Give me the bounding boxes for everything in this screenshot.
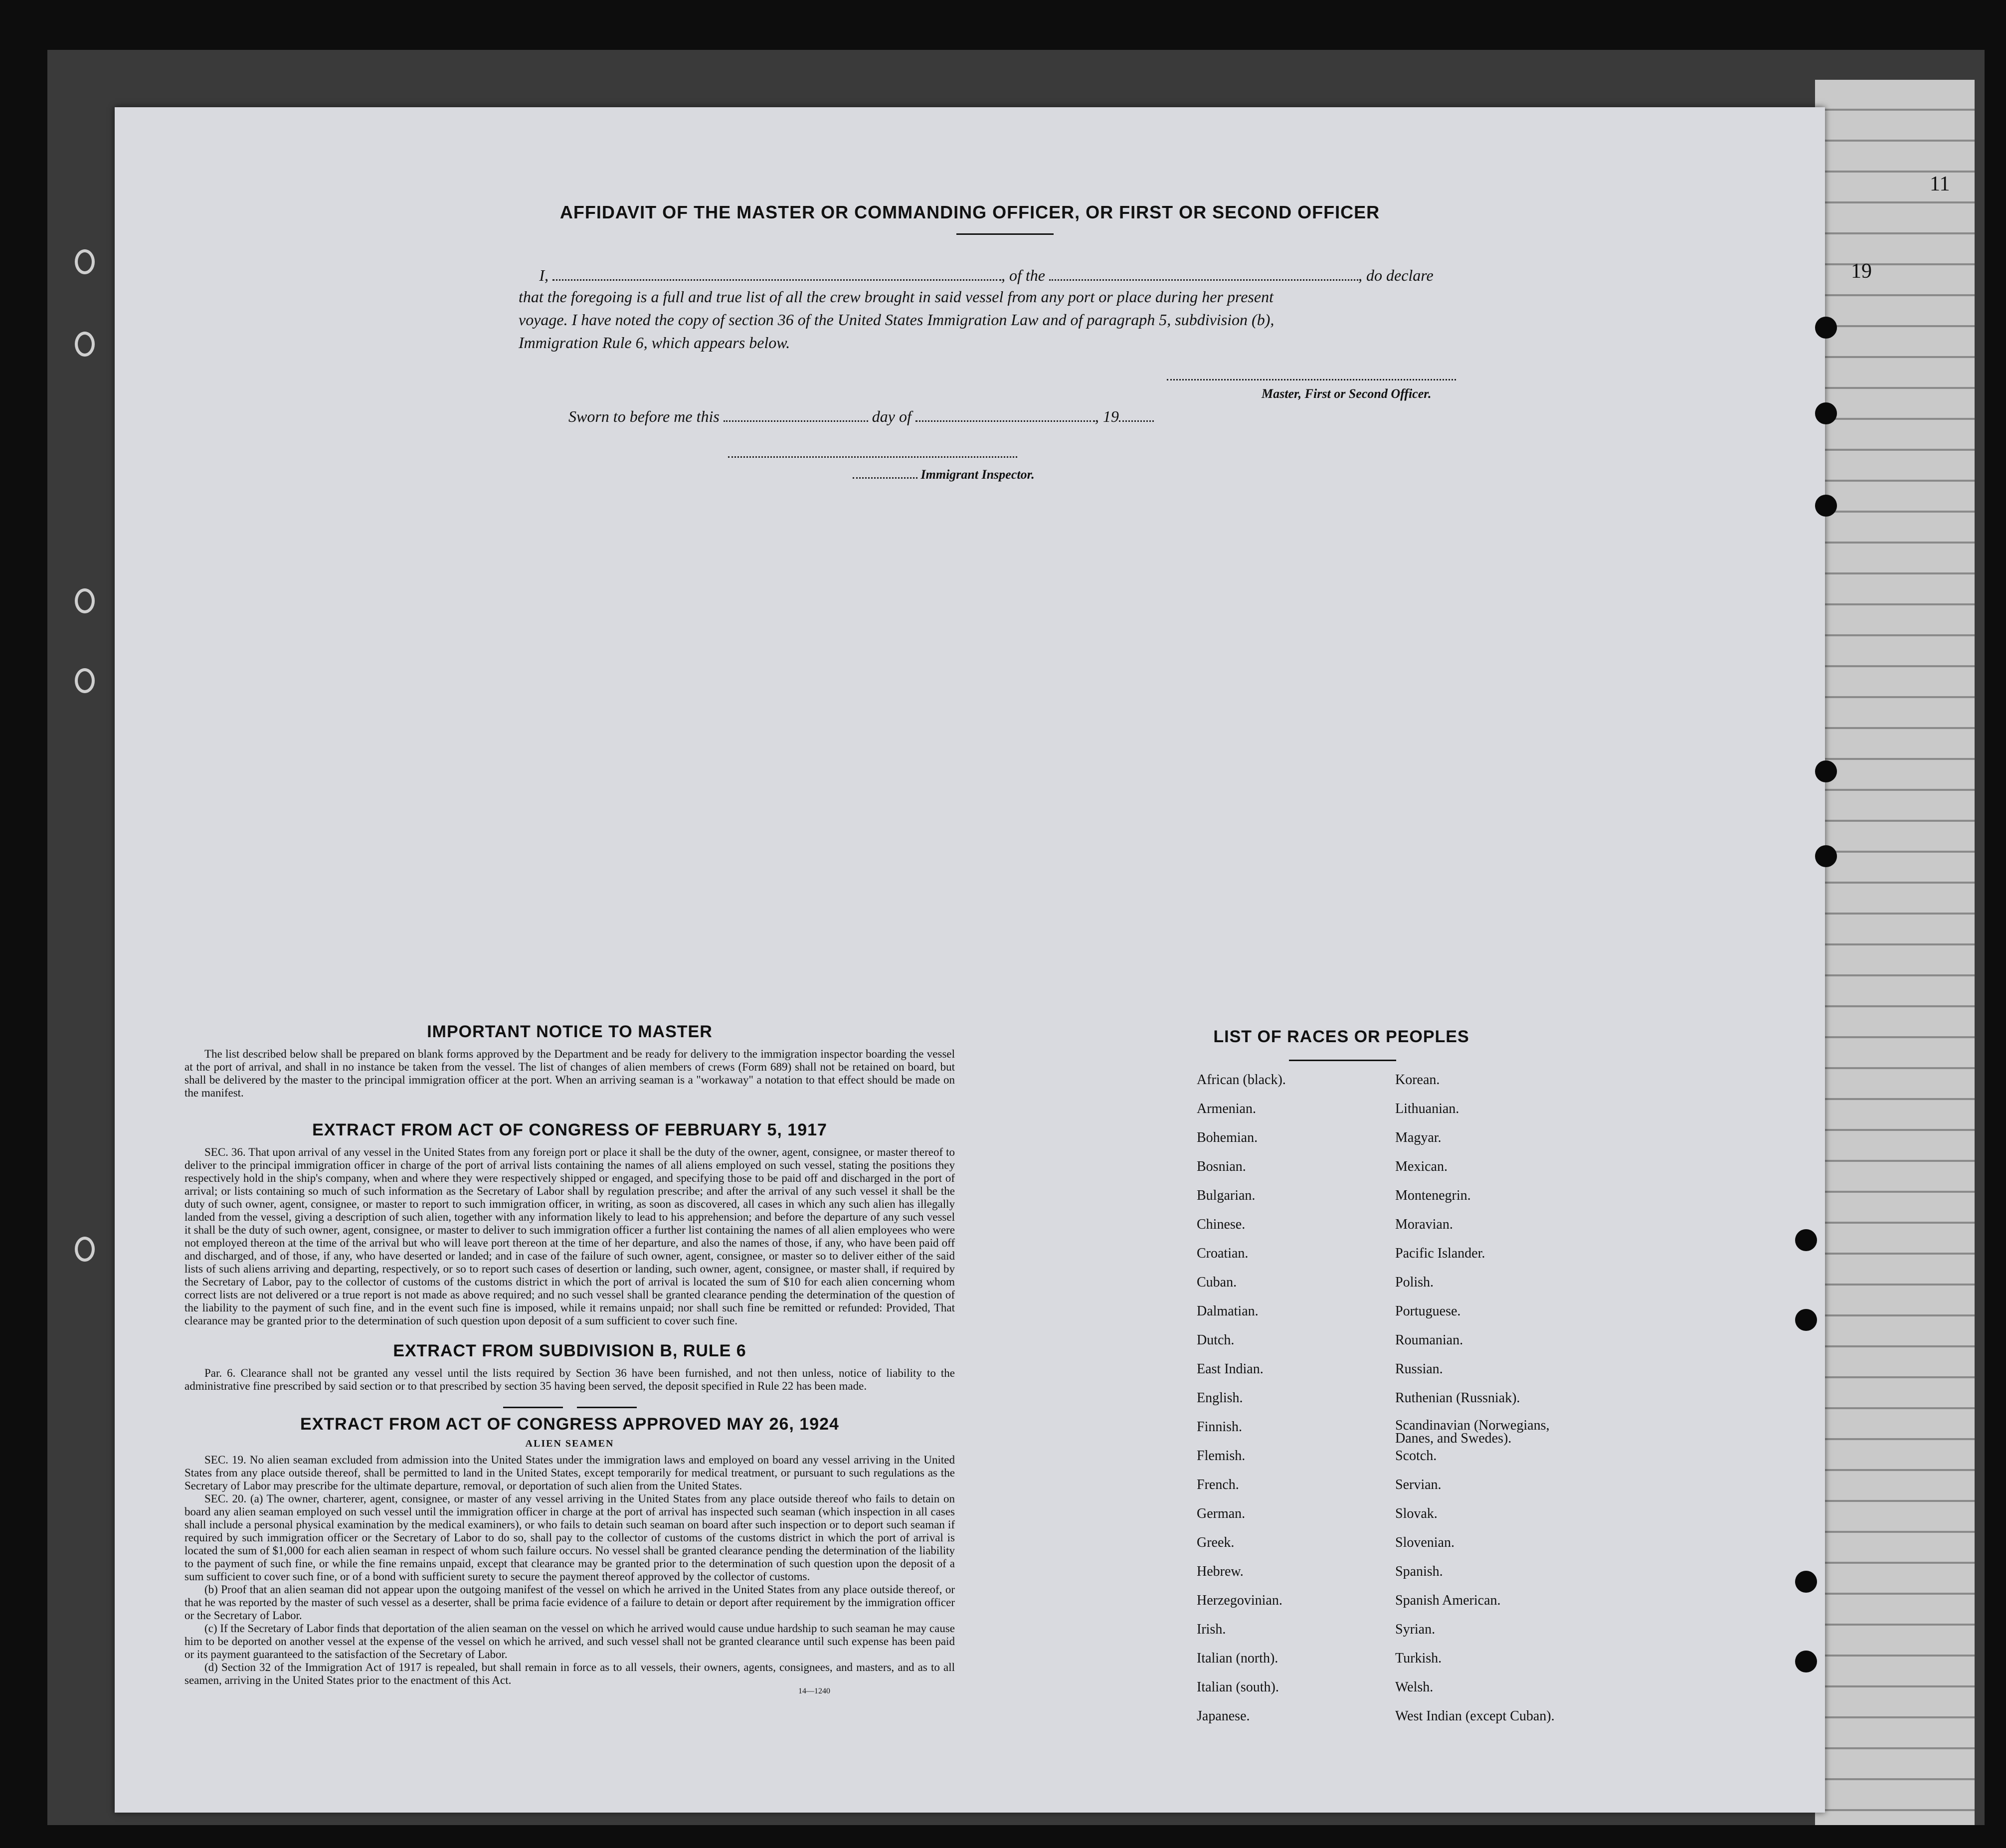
race-item: Magyar. [1395,1130,1442,1145]
races-left-column [1197,1072,1286,1737]
race-item: Scandinavian (Norwegians, Danes, and Swedes). [1395,1418,1550,1446]
binder-ring [75,249,95,274]
sworn-line [568,405,1154,426]
inspector-dots [853,468,917,479]
race-item: Slovak. [1395,1506,1438,1521]
notice-text: The list described below shall be prepared on blank forms approved by the Department and be ready for delivery to the immigration inspector boarding the vessel at the port of arrival, and shall in no instance be taken from the vessel. The list of changes of alien members of crews (Form 689) shall not be retained on board, but shall be delivered by the master to the principal immigration officer at the port. When an arriving seaman is a "workaway" a notation to that effect should be made on the manifest. [184,1048,955,1099]
extract-rule6-text: Par. 6. Clearance shall not be granted any vessel until the lists required by Section 36 have been furnished, and not then unless, notice of liability to the administrative fine prescribed by said section or to that prescribed by section 35 having been served, the deposit specified in Rule 22 has been made. [184,1367,955,1392]
race-item: Bosnian. [1197,1159,1246,1174]
race-item: Polish. [1395,1275,1434,1290]
race-item: Syrian. [1395,1622,1436,1637]
form-number: 14—1240 [798,1687,830,1695]
affidavit-line2: that the foregoing is a full and true list of all the crew brought in said vessel from any port or place during her present [519,288,1274,306]
race-item: Finnish. [1197,1419,1243,1435]
notices-column [184,1022,955,1696]
race-item: Portuguese. [1395,1303,1461,1319]
affidavit-line1-start: I, [539,266,548,284]
race-item: German. [1197,1506,1246,1521]
sworn-month-blank[interactable] [915,405,1095,422]
binder-ring [75,668,95,693]
race-item: Lithuanian. [1395,1101,1459,1116]
race-item: Dalmatian. [1197,1303,1259,1319]
race-item: English. [1197,1390,1243,1406]
extract-1924-sec20b: (b) Proof that an alien seaman did not appear upon the outgoing manifest of the vessel on which he arrived in the United States from any place outside thereof, or that he was reported by the master of such vessel as a deserter, shall be prima facie evidence of a failure to detain or deport after requirement by the immigration officer or the Secretary of Labor. [184,1583,955,1622]
race-item: Chinese. [1197,1217,1246,1232]
affidavit-line4: Immigration Rule 6, which appears below. [519,334,790,352]
affidavit-title: AFFIDAVIT OF THE MASTER OR COMMANDING OFFICER, OR FIRST OR SECOND OFFICER [559,202,1380,222]
races-underline [1289,1060,1396,1061]
document-page [115,107,1825,1813]
race-item: Herzegovinian. [1197,1593,1282,1608]
extract-rule6-title: EXTRACT FROM SUBDIVISION B, RULE 6 [393,1341,746,1360]
punch-hole [1815,495,1837,517]
binder-ring [75,588,95,613]
race-item: Slovenian. [1395,1535,1455,1550]
race-item: Dutch. [1197,1332,1235,1348]
race-item: Mexican. [1395,1159,1448,1174]
binder-ring [75,1237,95,1262]
punch-hole [1815,760,1837,782]
race-item: Pacific Islander. [1395,1246,1485,1261]
section-divider [184,1402,955,1411]
race-item: Irish. [1197,1622,1226,1637]
sworn-end: , 19 [1094,407,1119,425]
adjacent-ledger-page [1815,80,1975,1825]
punch-hole [1795,1309,1817,1331]
race-item: Roumanian. [1395,1332,1463,1348]
race-item: Spanish. [1395,1564,1443,1579]
extract-1917-title: EXTRACT FROM ACT OF CONGRESS OF FEBRUARY 5, 1917 [312,1120,827,1139]
affidavit-line1-mid: , of the [1001,266,1045,284]
sworn-day-blank[interactable] [724,405,868,422]
sworn-year-blank[interactable] [1119,405,1154,422]
race-item: West Indian (except Cuban). [1395,1708,1555,1724]
sworn-start: Sworn to before me this [568,407,720,425]
inspector-signature-line[interactable] [728,456,1017,458]
notice-title: IMPORTANT NOTICE TO MASTER [427,1022,713,1041]
races-title: LIST OF RACES OR PEOPLES [1213,1027,1469,1046]
extract-1924-sec20a: SEC. 20. (a) The owner, charterer, agent, consignee, or master of any vessel arriving in the United States from any place outside thereof who fails to detain on board any alien seaman employed on such vessel until the immigration officer in charge at the port of arrival has inspected such seaman (which inspection in all cases shall include a personal physical examination by the medical examiners), or who fails to detain such seaman on board after such inspection or to deport such seaman if required by such immigration officer or the Secretary of Labor to do so, shall pay to the collector of customs of the customs district in which the port of arrival is located the sum of $1,000 for each alien seaman in respect of whom such failure occurs. No vessel shall be granted clearance pending the determination of the liability to the payment of such fine, or while the fine remains unpaid, except that clearance may be granted prior to the determination of such question upon the deposit of a sum sufficient to cover such fine, or of a bond with sufficient surety to secure the payment thereof approved by the collector of customs. [184,1492,955,1583]
sworn-mid: day of [872,407,912,425]
race-item: Armenian. [1197,1101,1256,1116]
punch-hole [1795,1651,1817,1672]
alien-seamen-subtitle: ALIEN SEAMEN [525,1438,614,1449]
master-signature-line[interactable] [1167,379,1456,380]
race-item: Welsh. [1395,1679,1434,1695]
vessel-blank[interactable] [1049,264,1358,281]
races-right-column [1395,1072,1560,1737]
race-item: Scotch. [1395,1448,1437,1464]
race-item: Moravian. [1395,1217,1453,1232]
margin-number-top: 11 [1930,173,1950,195]
punch-hole [1815,317,1837,339]
inspector-label-text: Immigrant Inspector. [920,467,1035,482]
affidavit-line1-end: , do declare [1358,266,1434,284]
race-item: Korean. [1395,1072,1440,1088]
race-item: Turkish. [1395,1651,1442,1666]
race-item: East Indian. [1197,1361,1264,1377]
margin-number-right: 19 [1851,260,1872,283]
race-item: Flemish. [1197,1448,1246,1464]
punch-hole [1795,1571,1817,1593]
affidavit-line3: voyage. I have noted the copy of section 36 of the United States Immigration Law and of paragraph 5, subdivision (b), [519,311,1275,329]
race-item: Italian (south). [1197,1679,1279,1695]
affidavit-line1 [519,264,1434,285]
race-item: Italian (north). [1197,1651,1278,1666]
extract-1924-title: EXTRACT FROM ACT OF CONGRESS APPROVED MAY 26, 1924 [300,1415,839,1434]
race-item: Greek. [1197,1535,1235,1550]
punch-hole [1815,845,1837,867]
race-item: Ruthenian (Russniak). [1395,1390,1520,1406]
inspector-label [853,467,1035,482]
race-item: Servian. [1395,1477,1442,1492]
race-item: Montenegrin. [1395,1188,1471,1203]
title-underline [956,233,1054,235]
race-item: Russian. [1395,1361,1443,1377]
race-item: Croatian. [1197,1246,1249,1261]
race-item: Cuban. [1197,1275,1237,1290]
extract-1917-text: SEC. 36. That upon arrival of any vessel in the United States from any foreign port or place it shall be the duty of the owner, agent, consignee, or master thereof to deliver to the principal immigration officer in charge of the port of arrival lists containing the names of all aliens employed on such vessel, stating the positions they respectively hold in the ship's company, when and where they were respectively shipped or engaged, and specifying those to be paid off and discharged in the port of arrival; or lists containing so much of such information as the Secretary of Labor shall by regulation prescribe; and after the arrival of any such vessel it shall be the duty of such owner, agent, consignee, or master to report to such immigration officer, in writing, as soon as discovered, all cases in which any such alien has illegally landed from the vessel, giving a description of such alien, together with any information likely to lead to his apprehension; and before the departure of any such vessel it shall be the duty of such owner, agent, consignee, or master to deliver to such immigration officer a further list containing the names of all alien employees who were not employed thereon at the time of the arrival but who will leave port thereon at the time of her departure, and also the names of those, if any, who have been paid off and discharged, and of those, if any, who have deserted or landed; and in case of the failure of such owner, agent, consignee, or master so to deliver either of the said lists of such aliens arriving and departing, respectively, or so to report such cases of desertion or landing, such owner, agent, consignee, or master shall, if required by the Secretary of Labor, pay to the collector of customs of the customs district in which the port of arrival is located the sum of $10 for each alien concerning whom correct lists are not delivered or a true report is not made as above required; and no such vessel shall be granted clearance pending the determination of the question of the liability to the payment of such fine, and in the event such fine is imposed, while it remains unpaid; nor shall such fine be remitted or refunded: Provided, That clearance may be granted prior to the determination of such question upon deposit of a sum sufficient to cover such fine. [184,1146,955,1327]
race-item: African (black). [1197,1072,1286,1088]
binder-ring [75,332,95,357]
punch-hole [1795,1229,1817,1251]
name-blank[interactable] [552,264,1001,281]
race-item: French. [1197,1477,1239,1492]
race-item: Spanish American. [1395,1593,1501,1608]
race-item: Bulgarian. [1197,1188,1256,1203]
master-signature-label: Master, First or Second Officer. [1262,386,1432,401]
extract-1924-sec20d: (d) Section 32 of the Immigration Act of 1917 is repealed, but shall remain in force as to all vessels, their owners, agents, consignees, and masters, and as to all seamen, arriving in the United States prior to the enactment of this Act. [184,1661,955,1686]
extract-1924-sec19: SEC. 19. No alien seaman excluded from admission into the United States under the immigration laws and employed on board any vessel arriving in the United States from any place outside thereof, shall be permitted to land in the United States, except temporarily for medical treatment, or pursuant to such regulations as the Secretary of Labor may prescribe for the ultimate departure, removal, or deportation of such alien from the United States. [184,1454,955,1492]
punch-hole [1815,402,1837,424]
race-item: Japanese. [1197,1708,1250,1724]
extract-1924-sec20c: (c) If the Secretary of Labor finds that deportation of the alien seaman on the vessel on which he arrived would cause undue hardship to such seaman he may cause him to be deported on another vessel at the expense of the vessel on which he arrived, and such vessel shall not be granted clearance until such expense has been paid or its payment guaranteed to the satisfaction of the Secretary of Labor. [184,1622,955,1661]
race-item: Hebrew. [1197,1564,1244,1579]
race-item: Bohemian. [1197,1130,1258,1145]
